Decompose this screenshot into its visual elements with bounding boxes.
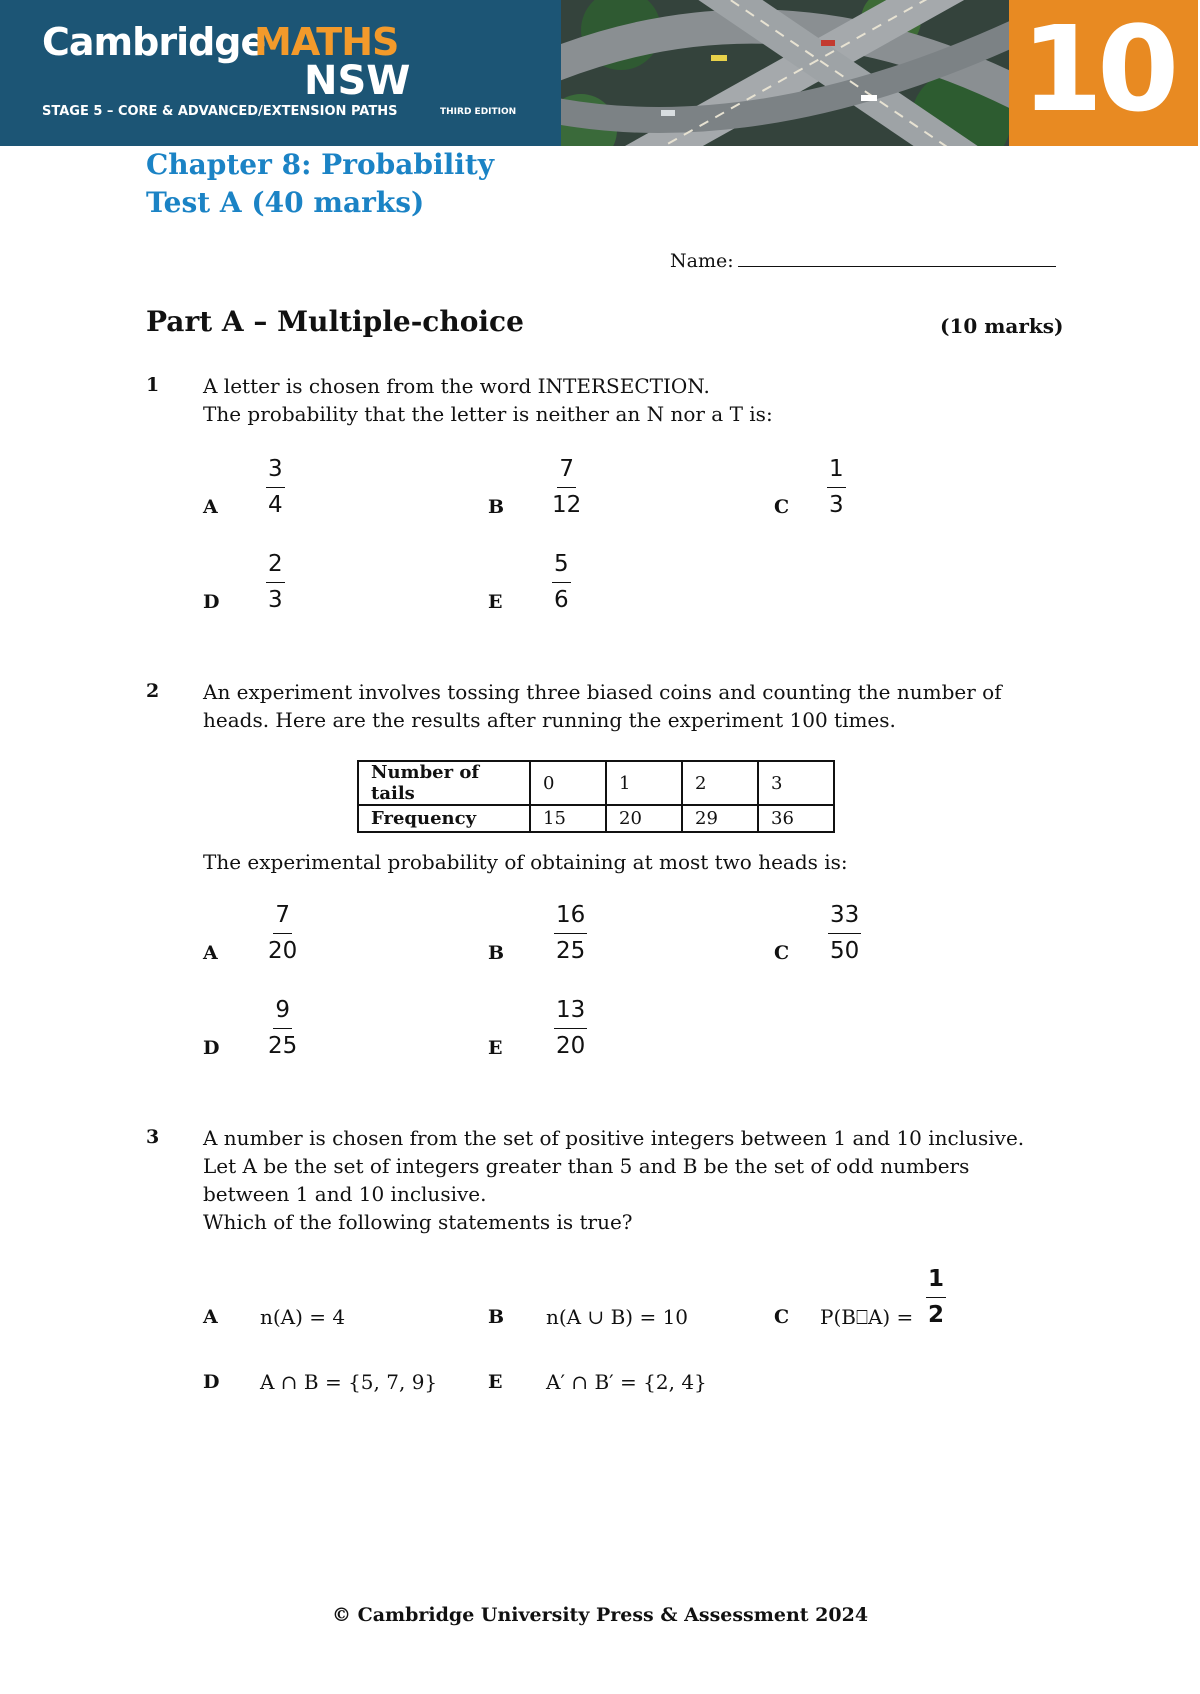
brand-logo — [42, 14, 562, 134]
q3-option-c-letter: C — [774, 1306, 790, 1328]
table-cell: 29 — [682, 805, 758, 832]
grade-panel — [1009, 0, 1198, 146]
q3-option-c-denominator: 2 — [928, 1302, 945, 1328]
brand-nsw: NSW — [304, 58, 411, 104]
table-row-frequency — [358, 805, 834, 832]
road-interchange-image — [561, 0, 1009, 146]
question-3-number: 3 — [146, 1126, 160, 1148]
question-3-line-3: between 1 and 10 inclusive. — [203, 1182, 487, 1206]
table-cell: 20 — [606, 805, 682, 832]
question-2-line-2: heads. Here are the results after running the experiment 100 times. — [203, 708, 896, 732]
chapter-title — [146, 146, 494, 222]
q2-option-b-letter: B — [488, 942, 505, 964]
q2-option-d-denominator: 25 — [268, 1033, 298, 1059]
q2-option-a-letter: A — [203, 942, 218, 964]
q1-option-c-fraction — [827, 455, 846, 520]
road-interchange-photo — [561, 0, 1009, 146]
q1-option-c-numerator: 1 — [827, 455, 846, 488]
copyright-footer: © Cambridge University Press & Assessment 2024 — [331, 1604, 869, 1626]
q2-option-c-letter: C — [774, 942, 790, 964]
question-2-line-1: An experiment involves tossing three biased coins and counting the number of — [203, 680, 1002, 704]
edition-label: THIRD EDITION — [440, 107, 517, 117]
q1-option-c-letter: C — [774, 496, 790, 518]
question-3-text — [203, 1124, 1073, 1236]
q1-option-d-numerator: 2 — [266, 550, 285, 583]
q3-option-e-expression: A′ ∩ B′ = {2, 4} — [546, 1370, 707, 1394]
q1-option-c-denominator: 3 — [829, 492, 844, 518]
question-3-line-1: A number is chosen from the set of positive integers between 1 and 10 inclusive. — [203, 1126, 1025, 1150]
q1-option-d-denominator: 3 — [268, 587, 283, 613]
question-1-text — [203, 372, 1073, 428]
q1-option-b-numerator: 7 — [557, 455, 576, 488]
header-banner — [0, 0, 1198, 146]
q2-option-a-numerator: 7 — [273, 901, 292, 934]
stage-line: STAGE 5 – CORE & ADVANCED/EXTENSION PATHS — [42, 104, 398, 119]
question-1-number: 1 — [146, 374, 160, 396]
q2-option-e-denominator: 20 — [556, 1033, 586, 1059]
q2-option-c-numerator: 33 — [828, 901, 861, 934]
q2-option-e-fraction — [554, 996, 587, 1061]
q1-option-a-numerator: 3 — [266, 455, 285, 488]
q3-option-d-expression: A ∩ B = {5, 7, 9} — [260, 1370, 438, 1394]
frequency-table — [357, 760, 835, 833]
name-field — [670, 250, 1056, 272]
q3-option-b-letter: B — [488, 1306, 505, 1328]
table-header-tails: Number of tails — [358, 761, 530, 805]
question-1-line-1: A letter is chosen from the word INTERSECTION. — [203, 374, 710, 398]
question-2-number: 2 — [146, 680, 160, 702]
question-1-line-2: The probability that the letter is neither an N nor a T is: — [203, 402, 773, 426]
table-cell: 2 — [682, 761, 758, 805]
brand-cambridge: Cambridge — [42, 20, 266, 64]
name-blank-line — [738, 250, 1056, 267]
q2-option-b-numerator: 16 — [554, 901, 587, 934]
q2-option-d-numerator: 9 — [273, 996, 292, 1029]
q2-option-d-fraction — [268, 996, 297, 1061]
q2-option-b-denominator: 25 — [556, 938, 586, 964]
q1-option-e-numerator: 5 — [552, 550, 571, 583]
q1-option-b-letter: B — [488, 496, 505, 518]
q3-option-b-expression: n(A ∪ B) = 10 — [546, 1305, 689, 1329]
q2-option-a-denominator: 20 — [268, 938, 298, 964]
q1-option-a-letter: A — [203, 496, 218, 518]
q3-option-c-expression: P(B⎕A) = — [820, 1305, 914, 1329]
name-label: Name: — [670, 250, 734, 272]
q1-option-a-fraction — [266, 455, 285, 520]
q1-option-b-fraction — [552, 455, 581, 520]
test-heading: Test A (40 marks) — [146, 186, 425, 219]
part-a-heading: Part A – Multiple-choice — [146, 305, 524, 338]
table-cell: 3 — [758, 761, 834, 805]
q3-option-d-letter: D — [203, 1371, 220, 1393]
q2-option-e-numerator: 13 — [554, 996, 587, 1029]
part-a-marks: (10 marks) — [940, 314, 1064, 338]
q2-option-c-denominator: 50 — [830, 938, 860, 964]
question-2-text — [203, 678, 1073, 734]
q1-option-e-denominator: 6 — [554, 587, 569, 613]
table-cell: 1 — [606, 761, 682, 805]
table-cell: 0 — [530, 761, 606, 805]
q2-option-b-fraction — [554, 901, 587, 966]
q2-option-c-fraction — [828, 901, 861, 966]
question-3-line-2: Let A be the set of integers greater than 5 and B be the set of odd numbers — [203, 1154, 970, 1178]
table-cell: 36 — [758, 805, 834, 832]
table-row-tails — [358, 761, 834, 805]
q3-option-e-letter: E — [488, 1371, 503, 1393]
q2-option-e-letter: E — [488, 1037, 503, 1059]
q3-option-c-fraction — [926, 1265, 946, 1330]
table-cell: 15 — [530, 805, 606, 832]
q1-option-a-denominator: 4 — [268, 492, 283, 518]
chapter-heading: Chapter 8: Probability — [146, 148, 495, 181]
table-header-frequency: Frequency — [358, 805, 530, 832]
q1-option-d-fraction — [266, 550, 285, 615]
q1-option-e-letter: E — [488, 591, 503, 613]
question-3-line-4: Which of the following statements is true? — [203, 1210, 633, 1234]
q3-option-c-numerator: 1 — [926, 1265, 946, 1298]
brand-maths: MATHS — [254, 20, 399, 64]
question-2-prompt: The experimental probability of obtaining at most two heads is: — [203, 850, 848, 874]
q1-option-e-fraction — [552, 550, 571, 615]
grade-number: 10 — [1021, 0, 1174, 138]
q3-option-a-letter: A — [203, 1306, 218, 1328]
q1-option-b-denominator: 12 — [552, 492, 582, 518]
q3-option-a-expression: n(A) = 4 — [260, 1305, 346, 1329]
q1-option-d-letter: D — [203, 591, 220, 613]
q2-option-d-letter: D — [203, 1037, 220, 1059]
q2-option-a-fraction — [268, 901, 297, 966]
